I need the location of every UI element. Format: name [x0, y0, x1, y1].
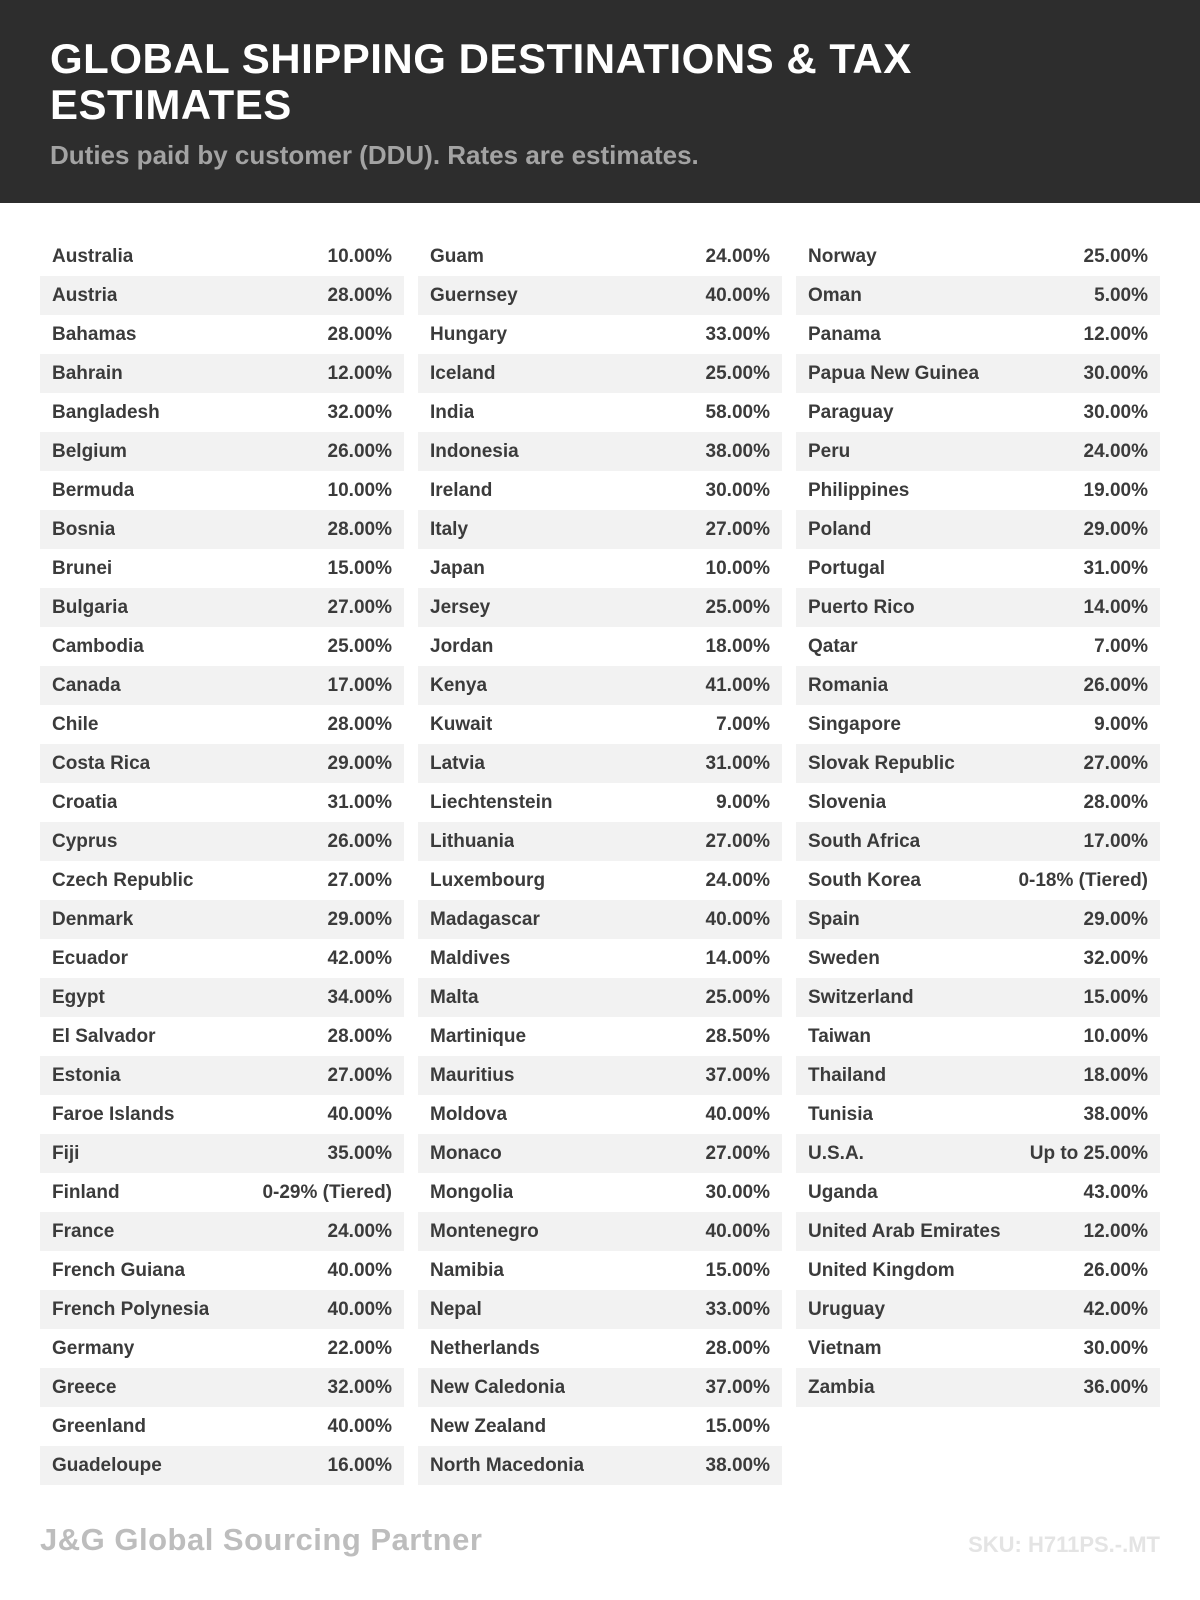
table-row [418, 1446, 782, 1485]
rate-value: 58.00% [705, 401, 770, 423]
rate-value: 29.00% [1083, 518, 1148, 540]
rate-value: 28.00% [705, 1337, 770, 1359]
country-label: Cyprus [52, 830, 118, 852]
country-label: New Zealand [430, 1415, 547, 1437]
table-row [40, 276, 404, 315]
table-row [40, 978, 404, 1017]
table-row [40, 744, 404, 783]
table-row [796, 705, 1160, 744]
rate-value: 18.00% [705, 635, 770, 657]
rate-value: 26.00% [327, 440, 392, 462]
table-row [418, 432, 782, 471]
table-row [418, 1329, 782, 1368]
table-row [796, 744, 1160, 783]
table-row [40, 861, 404, 900]
table-row [796, 1017, 1160, 1056]
rate-value: 25.00% [1083, 245, 1148, 267]
rate-value: 27.00% [1083, 752, 1148, 774]
rate-value: 31.00% [705, 752, 770, 774]
table-row [418, 1251, 782, 1290]
country-label: North Macedonia [430, 1454, 585, 1476]
country-label: Bangladesh [52, 401, 160, 423]
table-row [796, 978, 1160, 1017]
country-label: Denmark [52, 908, 134, 930]
table-row [418, 276, 782, 315]
country-label: Latvia [430, 752, 485, 774]
country-label: Guam [430, 245, 484, 267]
country-label: Norway [808, 245, 877, 267]
table-row [40, 1056, 404, 1095]
table-row [796, 1173, 1160, 1212]
table-row [418, 939, 782, 978]
table-row [418, 1095, 782, 1134]
rate-value: 30.00% [705, 1181, 770, 1203]
rate-value: 10.00% [1083, 1025, 1148, 1047]
rate-value: 28.00% [327, 1025, 392, 1047]
rate-value: 29.00% [327, 908, 392, 930]
table-row [40, 627, 404, 666]
table-row [418, 471, 782, 510]
country-label: Finland [52, 1181, 120, 1203]
table-row [40, 1173, 404, 1212]
table-row [418, 1290, 782, 1329]
table-row [418, 315, 782, 354]
rate-value: 34.00% [327, 986, 392, 1008]
rate-value: 28.50% [705, 1025, 770, 1047]
country-label: Fiji [52, 1142, 80, 1164]
rate-value: 9.00% [1094, 713, 1148, 735]
table-row [418, 1134, 782, 1173]
country-label: Uganda [808, 1181, 878, 1203]
table-row [418, 354, 782, 393]
country-label: Indonesia [430, 440, 519, 462]
table-row [796, 588, 1160, 627]
country-label: Hungary [430, 323, 508, 345]
country-label: French Guiana [52, 1259, 186, 1281]
table-row [40, 588, 404, 627]
rate-value: 30.00% [1083, 362, 1148, 384]
rate-value: 41.00% [705, 674, 770, 696]
rate-value: 29.00% [327, 752, 392, 774]
rate-value: 38.00% [705, 1454, 770, 1476]
rate-value: 7.00% [716, 713, 770, 735]
country-label: Italy [430, 518, 469, 540]
table-row [418, 588, 782, 627]
country-label: Kuwait [430, 713, 493, 735]
table-row [796, 393, 1160, 432]
rate-value: 25.00% [705, 986, 770, 1008]
table-row [418, 1173, 782, 1212]
table-row [796, 783, 1160, 822]
table-row [418, 822, 782, 861]
country-label: Jersey [430, 596, 491, 618]
table-row [418, 237, 782, 276]
table-row [40, 1212, 404, 1251]
rate-value: 27.00% [705, 830, 770, 852]
country-label: Costa Rica [52, 752, 151, 774]
rate-value: 9.00% [716, 791, 770, 813]
country-label: French Polynesia [52, 1298, 210, 1320]
footer-brand: J&G Global Sourcing Partner [40, 1522, 483, 1557]
country-label: Malta [430, 986, 479, 1008]
page-header [0, 0, 1200, 203]
rate-value: 40.00% [327, 1298, 392, 1320]
country-label: Bulgaria [52, 596, 129, 618]
country-label: Uruguay [808, 1298, 886, 1320]
table-row [796, 315, 1160, 354]
rate-value: 30.00% [1083, 401, 1148, 423]
country-label: Spain [808, 908, 860, 930]
country-label: Kenya [430, 674, 488, 696]
rate-value: 10.00% [327, 245, 392, 267]
table-row [796, 237, 1160, 276]
rate-value: 18.00% [1083, 1064, 1148, 1086]
rate-value: 26.00% [327, 830, 392, 852]
rate-value: 15.00% [705, 1259, 770, 1281]
rate-value: 17.00% [1083, 830, 1148, 852]
rate-value: 15.00% [705, 1415, 770, 1437]
rate-value: 30.00% [1083, 1337, 1148, 1359]
table-row [796, 432, 1160, 471]
table-row [796, 276, 1160, 315]
rate-value: 40.00% [327, 1259, 392, 1281]
rate-value: 28.00% [327, 713, 392, 735]
country-label: Switzerland [808, 986, 914, 1008]
rate-value: 12.00% [1083, 1220, 1148, 1242]
country-label: Panama [808, 323, 881, 345]
table-row [418, 510, 782, 549]
rate-value: 36.00% [1083, 1376, 1148, 1398]
rate-value: 25.00% [327, 635, 392, 657]
country-label: Bahamas [52, 323, 137, 345]
country-label: Canada [52, 674, 121, 696]
rate-value: 33.00% [705, 323, 770, 345]
country-label: Nepal [430, 1298, 482, 1320]
country-label: Papua New Guinea [808, 362, 980, 384]
table-row [40, 900, 404, 939]
rates-table [0, 203, 1200, 1485]
table-row [418, 1368, 782, 1407]
country-label: Brunei [52, 557, 113, 579]
country-label: Zambia [808, 1376, 875, 1398]
rate-value: 19.00% [1083, 479, 1148, 501]
country-label: Slovak Republic [808, 752, 955, 774]
table-row [40, 1368, 404, 1407]
table-row [796, 1290, 1160, 1329]
country-label: Bermuda [52, 479, 135, 501]
country-label: South Africa [808, 830, 921, 852]
rate-value: 0-18% (Tiered) [1018, 869, 1148, 891]
table-row [796, 1329, 1160, 1368]
country-label: Cambodia [52, 635, 144, 657]
rate-value: 38.00% [1083, 1103, 1148, 1125]
rate-value: 37.00% [705, 1376, 770, 1398]
rate-value: 28.00% [327, 323, 392, 345]
rate-value: 10.00% [327, 479, 392, 501]
country-label: Greece [52, 1376, 117, 1398]
country-label: Philippines [808, 479, 910, 501]
country-label: Greenland [52, 1415, 146, 1437]
rate-value: 14.00% [1083, 596, 1148, 618]
country-label: Bahrain [52, 362, 123, 384]
rate-value: 31.00% [327, 791, 392, 813]
country-label: Puerto Rico [808, 596, 915, 618]
country-label: Maldives [430, 947, 511, 969]
rate-value: 22.00% [327, 1337, 392, 1359]
table-row [796, 900, 1160, 939]
country-label: Iceland [430, 362, 496, 384]
table-row [40, 315, 404, 354]
rate-value: 38.00% [705, 440, 770, 462]
table-row [796, 471, 1160, 510]
country-label: Thailand [808, 1064, 887, 1086]
table-row [418, 744, 782, 783]
table-row [796, 1095, 1160, 1134]
country-label: Jordan [430, 635, 494, 657]
rate-value: 28.00% [327, 284, 392, 306]
table-row [796, 939, 1160, 978]
rate-value: 24.00% [1083, 440, 1148, 462]
table-row [796, 549, 1160, 588]
country-label: Vietnam [808, 1337, 882, 1359]
table-row [40, 432, 404, 471]
table-row [418, 666, 782, 705]
country-label: Moldova [430, 1103, 508, 1125]
country-label: Oman [808, 284, 862, 306]
table-row [796, 1251, 1160, 1290]
rate-value: 24.00% [705, 869, 770, 891]
rate-value: 12.00% [327, 362, 392, 384]
country-label: Mongolia [430, 1181, 514, 1203]
footer-sku: SKU: H711PS.-.MT [968, 1532, 1160, 1557]
rate-value: 24.00% [327, 1220, 392, 1242]
rate-value: 14.00% [705, 947, 770, 969]
country-label: Belgium [52, 440, 127, 462]
table-row [796, 510, 1160, 549]
rate-value: 0-29% (Tiered) [262, 1181, 392, 1203]
rate-value: 40.00% [705, 1220, 770, 1242]
rate-value: 27.00% [327, 869, 392, 891]
rate-value: 16.00% [327, 1454, 392, 1476]
country-label: Chile [52, 713, 99, 735]
table-row [418, 549, 782, 588]
country-label: Netherlands [430, 1337, 540, 1359]
table-row [40, 471, 404, 510]
page-footer [0, 1522, 1200, 1600]
rate-value: 12.00% [1083, 323, 1148, 345]
table-row [418, 393, 782, 432]
country-label: Portugal [808, 557, 886, 579]
table-row [418, 978, 782, 1017]
table-row [796, 822, 1160, 861]
table-row [40, 237, 404, 276]
rate-value: 27.00% [705, 1142, 770, 1164]
country-label: Taiwan [808, 1025, 871, 1047]
rate-value: 5.00% [1094, 284, 1148, 306]
table-row [40, 1095, 404, 1134]
country-label: Egypt [52, 986, 105, 1008]
country-label: Austria [52, 284, 118, 306]
rate-value: 40.00% [327, 1415, 392, 1437]
table-row [796, 1212, 1160, 1251]
country-label: Australia [52, 245, 134, 267]
rate-value: 17.00% [327, 674, 392, 696]
table-row [40, 510, 404, 549]
page-title: GLOBAL SHIPPING DESTINATIONS & TAX ESTIMATES [50, 35, 912, 129]
country-label: India [430, 401, 475, 423]
table-row [40, 939, 404, 978]
country-label: Ecuador [52, 947, 129, 969]
table-row [418, 1017, 782, 1056]
table-row [40, 1134, 404, 1173]
country-label: Martinique [430, 1025, 527, 1047]
country-label: Sweden [808, 947, 880, 969]
table-row [418, 627, 782, 666]
table-row [40, 666, 404, 705]
country-label: Germany [52, 1337, 135, 1359]
rate-value: 30.00% [705, 479, 770, 501]
table-row [418, 1056, 782, 1095]
country-label: Poland [808, 518, 872, 540]
table-row [40, 1251, 404, 1290]
rate-column-2 [418, 237, 782, 1485]
country-label: France [52, 1220, 115, 1242]
table-row [40, 393, 404, 432]
rate-value: 27.00% [705, 518, 770, 540]
rate-value: 28.00% [1083, 791, 1148, 813]
country-label: Liechtenstein [430, 791, 553, 813]
country-label: Lithuania [430, 830, 515, 852]
rate-value: 26.00% [1083, 1259, 1148, 1281]
country-label: Mauritius [430, 1064, 515, 1086]
country-label: Estonia [52, 1064, 121, 1086]
rate-value: 25.00% [705, 362, 770, 384]
table-row [40, 1407, 404, 1446]
country-label: Paraguay [808, 401, 894, 423]
rate-value: 24.00% [705, 245, 770, 267]
table-row [418, 900, 782, 939]
table-row [418, 783, 782, 822]
table-row [796, 666, 1160, 705]
table-row [796, 627, 1160, 666]
table-row [40, 1329, 404, 1368]
table-row [418, 861, 782, 900]
rate-value: 32.00% [327, 1376, 392, 1398]
country-label: Bosnia [52, 518, 116, 540]
table-row [796, 354, 1160, 393]
country-label: Monaco [430, 1142, 502, 1164]
rate-value: 15.00% [1083, 986, 1148, 1008]
rate-value: 42.00% [327, 947, 392, 969]
table-row [418, 1212, 782, 1251]
country-label: Japan [430, 557, 485, 579]
rate-value: 10.00% [705, 557, 770, 579]
rate-value: 31.00% [1083, 557, 1148, 579]
table-row [40, 354, 404, 393]
country-label: Qatar [808, 635, 858, 657]
country-label: U.S.A. [808, 1142, 864, 1164]
country-label: Slovenia [808, 791, 887, 813]
table-row [40, 549, 404, 588]
rate-value: 32.00% [1083, 947, 1148, 969]
table-row [40, 822, 404, 861]
country-label: Guadeloupe [52, 1454, 162, 1476]
country-label: Czech Republic [52, 869, 194, 891]
table-row [796, 1056, 1160, 1095]
page-subtitle: Duties paid by customer (DDU). Rates are estimates. [50, 140, 699, 171]
country-label: New Caledonia [430, 1376, 566, 1398]
rate-value: 27.00% [327, 596, 392, 618]
country-label: United Kingdom [808, 1259, 955, 1281]
country-label: Romania [808, 674, 889, 696]
rate-value: 33.00% [705, 1298, 770, 1320]
rate-value: 15.00% [327, 557, 392, 579]
country-label: Namibia [430, 1259, 504, 1281]
country-label: Peru [808, 440, 851, 462]
rate-value: 29.00% [1083, 908, 1148, 930]
country-label: Madagascar [430, 908, 540, 930]
table-row [418, 705, 782, 744]
table-row [796, 861, 1160, 900]
rate-value: 7.00% [1094, 635, 1148, 657]
country-label: Ireland [430, 479, 493, 501]
rate-column-3 [796, 237, 1160, 1407]
rate-value: 40.00% [327, 1103, 392, 1125]
country-label: Croatia [52, 791, 118, 813]
table-row [40, 1290, 404, 1329]
table-row [40, 1017, 404, 1056]
rate-value: 40.00% [705, 908, 770, 930]
rate-value: 27.00% [327, 1064, 392, 1086]
country-label: Luxembourg [430, 869, 546, 891]
rate-value: 43.00% [1083, 1181, 1148, 1203]
country-label: Faroe Islands [52, 1103, 175, 1125]
rate-value: 35.00% [327, 1142, 392, 1164]
rate-value: 32.00% [327, 401, 392, 423]
rate-value: 37.00% [705, 1064, 770, 1086]
rate-value: 42.00% [1083, 1298, 1148, 1320]
rate-value: 26.00% [1083, 674, 1148, 696]
rate-value: 25.00% [705, 596, 770, 618]
country-label: Singapore [808, 713, 901, 735]
table-row [40, 705, 404, 744]
country-label: United Arab Emirates [808, 1220, 1001, 1242]
rate-value: 40.00% [705, 1103, 770, 1125]
country-label: Guernsey [430, 284, 518, 306]
rate-value: 28.00% [327, 518, 392, 540]
table-row [40, 1446, 404, 1485]
rate-value: Up to 25.00% [1029, 1142, 1148, 1164]
table-row [796, 1134, 1160, 1173]
country-label: South Korea [808, 869, 921, 891]
table-row [40, 783, 404, 822]
rate-value: 40.00% [705, 284, 770, 306]
rate-column-1 [40, 237, 404, 1485]
country-label: Tunisia [808, 1103, 874, 1125]
table-row [796, 1368, 1160, 1407]
country-label: Montenegro [430, 1220, 539, 1242]
country-label: El Salvador [52, 1025, 156, 1047]
table-row [418, 1407, 782, 1446]
